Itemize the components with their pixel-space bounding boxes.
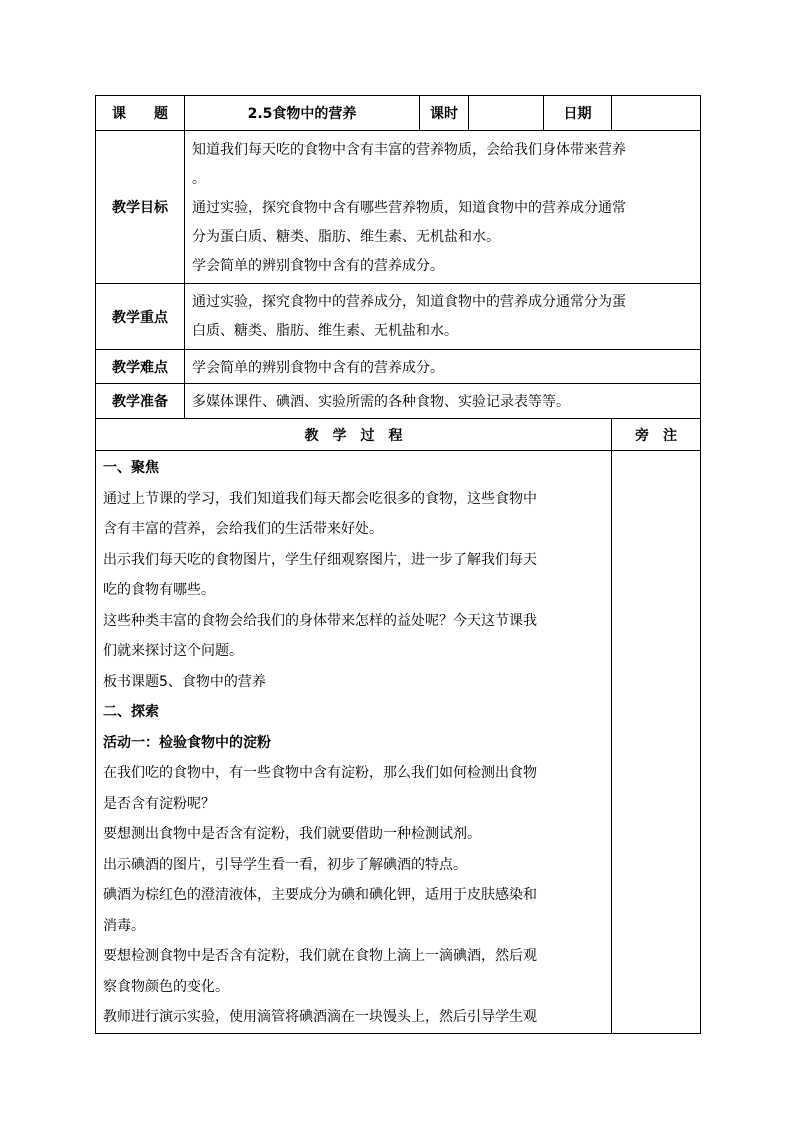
- process-line: 在我们吃的食物中，有一些食物中含有淀粉，那么我们如何检测出食物: [103, 765, 537, 781]
- process-line: 含有丰富的营养，会给我们的生活带来好处。: [103, 521, 383, 537]
- goals-row: [96, 131, 701, 284]
- process-line: 察食物颜色的变化。: [103, 978, 229, 995]
- process-line: 这些种类丰富的食物会给我们的身体带来怎样的益处呢？今天这节课我: [103, 612, 537, 629]
- process-body-row: [96, 451, 701, 1034]
- process-line: 出示碘酒的图片，引导学生看一看，初步了解碘酒的特点。: [103, 856, 467, 873]
- section-heading: 二、探索: [103, 704, 159, 720]
- process-line: 出示我们每天吃的食物图片，学生仔细观察图片，进一步了解我们每天: [103, 551, 537, 568]
- process-content: [96, 451, 612, 1034]
- date-label: 日期: [544, 96, 612, 131]
- process-line: 通过上节课的学习，我们知道我们每天都会吃很多的食物，这些食物中: [103, 490, 537, 507]
- goals-line: 。: [192, 171, 206, 187]
- process-line: 碘酒为棕红色的澄清液体，主要成分为碘和碘化钾，适用于皮肤感染和: [103, 887, 537, 903]
- goals-line: 知道我们每天吃的食物中含有丰富的营养物质，会给我们身体带来营养: [192, 142, 626, 158]
- process-line: 们就来探讨这个问题。: [103, 643, 243, 659]
- preparation-content: 多媒体课件、碘酒、实验所需的各种食物、实验记录表等等。: [185, 384, 701, 419]
- key-points-content: [185, 284, 701, 350]
- date-value: [612, 96, 701, 131]
- period-value: [469, 96, 544, 131]
- process-line: 板书课题5、食物中的营养: [103, 673, 266, 690]
- difficulty-label: 教学难点: [96, 350, 185, 384]
- lesson-plan-table: [95, 95, 701, 1034]
- goals-line: 学会简单的辨别食物中含有的营养成分。: [192, 258, 444, 274]
- key-points-line: 通过实验，探究食物中的营养成分，知道食物中的营养成分通常分为蛋: [192, 293, 626, 310]
- process-line: 消毒。: [103, 917, 145, 934]
- preparation-row: [96, 384, 701, 419]
- lesson-title: 2.5食物中的营养: [185, 96, 420, 131]
- process-header: 教 学 过 程: [96, 419, 612, 451]
- goals-line: 分为蛋白质、糖类、脂肪、维生素、无机盐和水。: [192, 229, 500, 245]
- difficulty-row: [96, 350, 701, 384]
- notes-header: 旁 注: [612, 419, 701, 451]
- goals-label: 教学目标: [96, 131, 185, 284]
- lesson-plan-sheet: [95, 95, 700, 1034]
- key-points-row: [96, 284, 701, 350]
- process-header-row: [96, 419, 701, 451]
- key-points-line: 白质、糖类、脂肪、维生素、无机盐和水。: [192, 322, 458, 339]
- process-line: 要想测出食物中是否含有淀粉，我们就要借助一种检测试剂。: [103, 826, 481, 842]
- period-label: 课时: [420, 96, 469, 131]
- header-row: [96, 96, 701, 131]
- notes-content: [612, 451, 701, 1034]
- process-line: 要想检测食物中是否含有淀粉，我们就在食物上滴上一滴碘酒，然后观: [103, 948, 537, 964]
- process-line: 吃的食物有哪些。: [103, 582, 215, 598]
- preparation-label: 教学准备: [96, 384, 185, 419]
- goals-line: 通过实验，探究食物中含有哪些营养物质，知道食物中的营养成分通常: [192, 200, 626, 216]
- section-heading: 一、聚焦: [103, 460, 159, 476]
- difficulty-content: 学会简单的辨别食物中含有的营养成分。: [185, 350, 701, 384]
- process-line: 是否含有淀粉呢？: [103, 795, 215, 812]
- activity-heading: 活动一：检验食物中的淀粉: [103, 734, 271, 751]
- lesson-label: 课 题: [96, 96, 185, 131]
- key-points-label: 教学重点: [96, 284, 185, 350]
- process-line: 教师进行演示实验，使用滴管将碘酒滴在一块馒头上，然后引导学生观: [103, 1009, 537, 1025]
- goals-content: [185, 131, 701, 284]
